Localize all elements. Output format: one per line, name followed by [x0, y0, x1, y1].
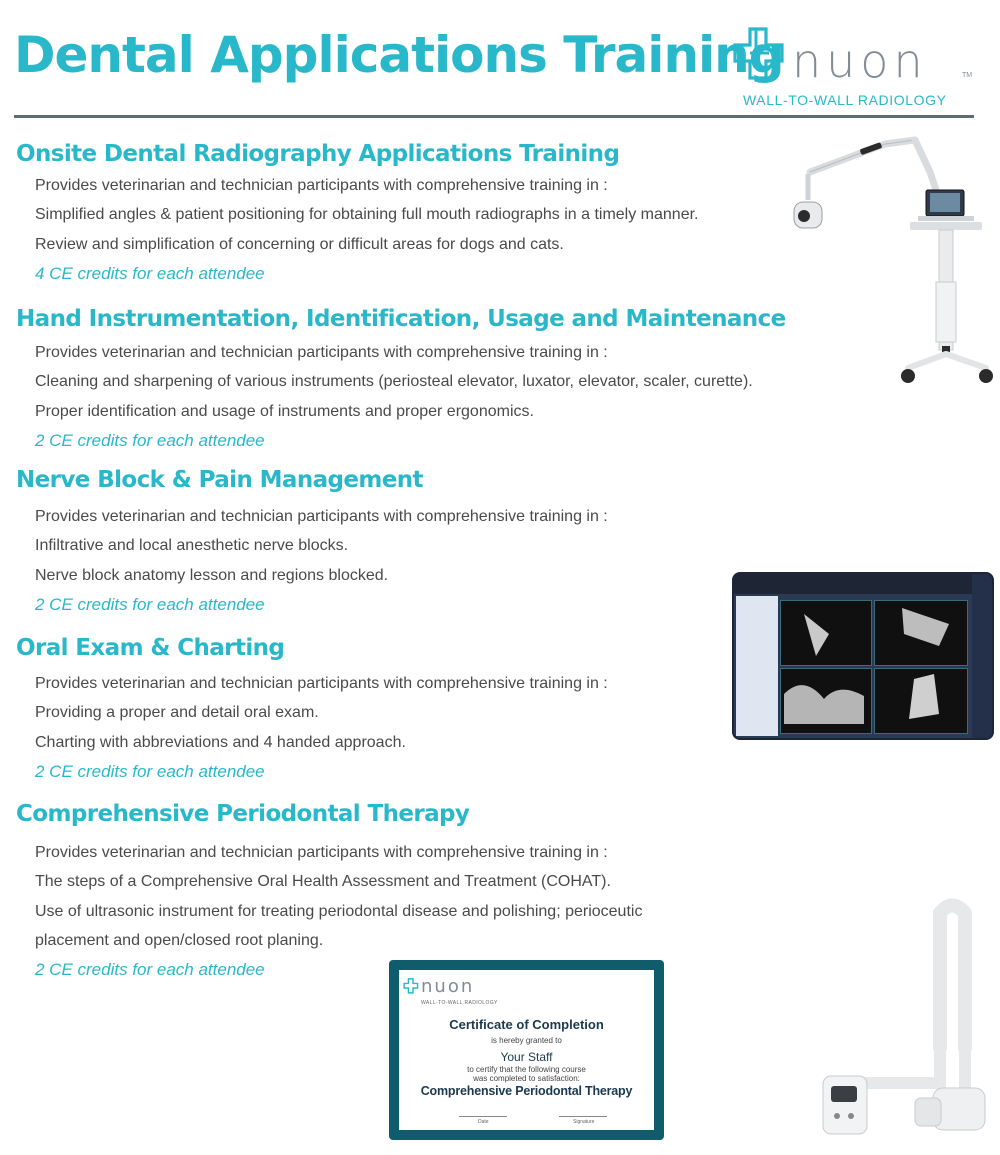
section-line: Infiltrative and local anesthetic nerve blocks. — [35, 537, 349, 555]
section-title: Onsite Dental Radiography Applications Training — [16, 141, 620, 167]
section-line: Provides veterinarian and technician participants with comprehensive training in : — [35, 675, 608, 692]
certificate-paper — [399, 970, 654, 1130]
date-label: Date — [478, 1119, 489, 1125]
section-line: Simplified angles & patient positioning for obtaining full mouth radiographs in a timely manner. — [35, 206, 699, 224]
ce-credits: 2 CE credits for each attendee — [35, 594, 265, 614]
certificate-granted: is hereby granted to — [491, 1036, 562, 1045]
section-line: Provides veterinarian and technician participants with comprehensive training in : — [35, 344, 608, 361]
section-line: Charting with abbreviations and 4 handed approach. — [35, 733, 406, 751]
section-periodontal-therapy — [0, 799, 642, 984]
nuon-logo — [730, 20, 980, 112]
header-divider — [14, 115, 974, 118]
certificate-title: Certificate of Completion — [449, 1017, 604, 1032]
mobile-xray-cart-image — [790, 132, 1000, 394]
certificate-image — [389, 960, 664, 1140]
certificate-logo-tagline: WALL-TO-WALL RADIOLOGY — [421, 1000, 498, 1006]
certificate-certify-line: to certify that the following course — [467, 1065, 586, 1074]
section-line: Provides veterinarian and technician participants with comprehensive training in : — [35, 177, 608, 194]
logo-trademark: TM — [962, 72, 973, 79]
ce-credits: 2 CE credits for each attendee — [35, 761, 265, 781]
section-line: Provides veterinarian and technician participants with comprehensive training in : — [35, 508, 608, 525]
certificate-logo-wordmark: nuon — [421, 976, 475, 997]
signature-line — [559, 1116, 607, 1117]
section-title: Nerve Block & Pain Management — [16, 467, 423, 493]
certificate-recipient: Your Staff — [500, 1050, 553, 1064]
medical-cross-icon — [732, 26, 786, 82]
section-oral-exam — [0, 633, 608, 786]
section-title: Comprehensive Periodontal Therapy — [16, 801, 470, 827]
section-title: Oral Exam & Charting — [16, 635, 285, 661]
section-line: Cleaning and sharpening of various instruments (periosteal elevator, luxator, elevator, scaler, curette). — [35, 373, 753, 391]
section-hand-instrumentation — [0, 304, 786, 455]
signature-label: Signature — [573, 1119, 595, 1125]
medical-cross-icon — [403, 978, 419, 994]
section-line: Review and simplification of concerning or difficult areas for dogs and cats. — [35, 235, 564, 253]
section-line: Proper identification and usage of instruments and proper ergonomics. — [35, 402, 534, 420]
ce-credits: 4 CE credits for each attendee — [35, 263, 265, 283]
ce-credits: 2 CE credits for each attendee — [35, 960, 265, 980]
section-line: The steps of a Comprehensive Oral Health Assessment and Treatment (COHAT). — [35, 873, 611, 891]
section-line: Providing a proper and detail oral exam. — [35, 704, 319, 722]
date-line — [459, 1116, 507, 1117]
certificate-course: Comprehensive Periodontal Therapy — [420, 1084, 633, 1098]
dental-software-screenshot — [732, 572, 994, 740]
section-line: Nerve block anatomy lesson and regions blocked. — [35, 566, 389, 584]
certificate-certify-line: was completed to satisfaction: — [473, 1074, 580, 1083]
section-line: placement and open/closed root planing. — [35, 931, 324, 949]
section-line: Use of ultrasonic instrument for treating periodontal disease and polishing; perioceutic — [35, 902, 643, 920]
wall-mounted-xray-image — [815, 898, 1000, 1143]
logo-wordmark: nuon — [792, 34, 928, 88]
section-onsite-radiography — [0, 139, 699, 288]
section-nerve-block — [0, 465, 608, 619]
ce-credits: 2 CE credits for each attendee — [35, 430, 265, 450]
page-title: Dental Applications Training — [14, 26, 784, 84]
section-title: Hand Instrumentation, Identification, Usage and Maintenance — [16, 306, 786, 332]
section-line: Provides veterinarian and technician participants with comprehensive training in : — [35, 844, 608, 861]
logo-tagline: WALL-TO-WALL RADIOLOGY — [743, 92, 947, 108]
